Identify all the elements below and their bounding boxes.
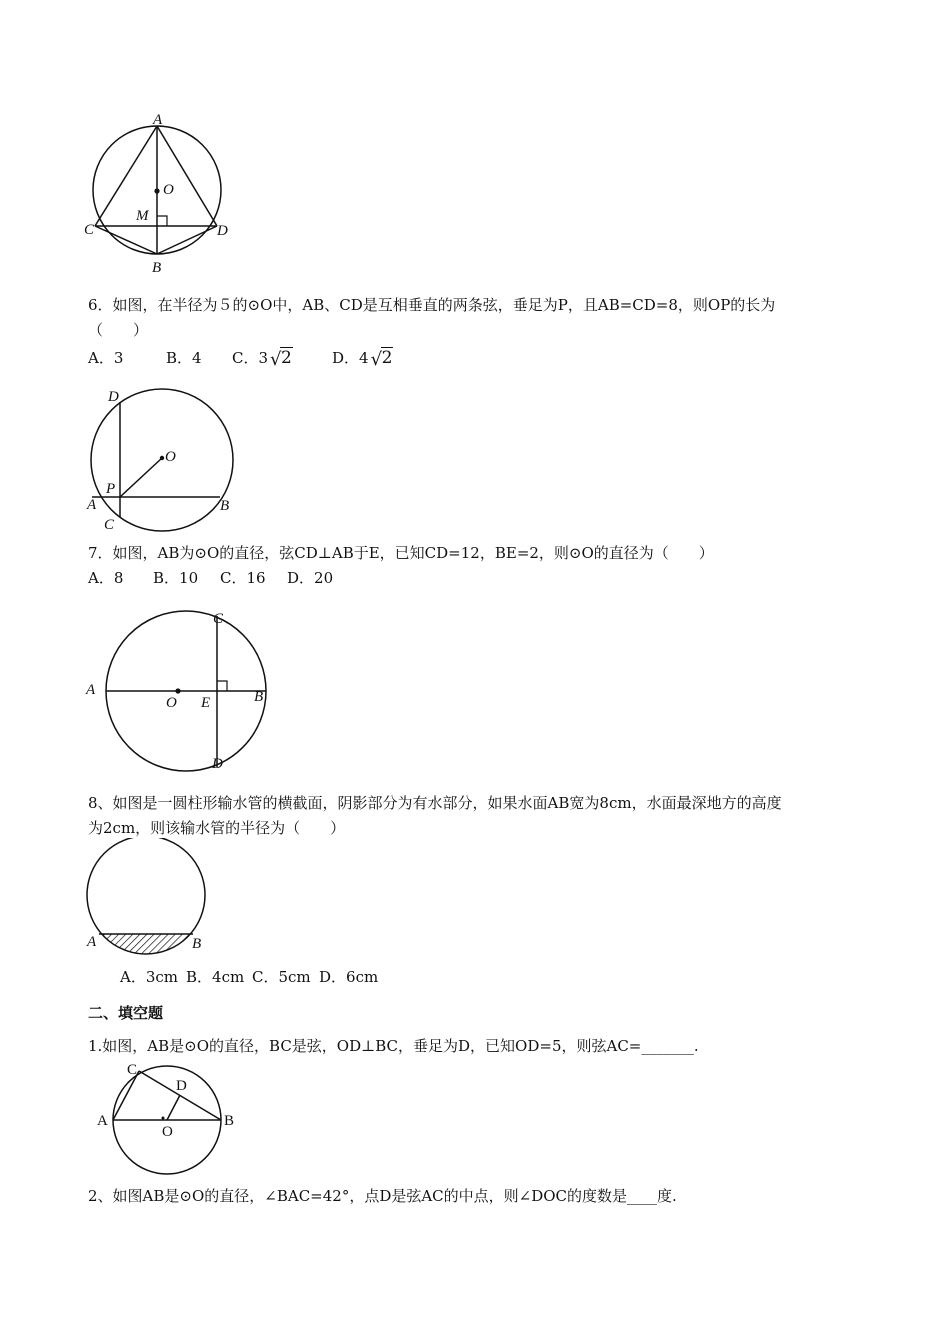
label-c: C [104,517,115,533]
right-angle-mark [157,216,167,226]
f1-figure [90,1058,250,1178]
label-a: A [153,112,163,128]
q8-figure [80,838,230,958]
label-o: O [166,695,177,711]
segment-db [157,226,217,254]
q8-option-a: A．3cm [120,968,179,986]
q7-option-c: C．16 [220,569,266,587]
label-d: D [176,1078,187,1094]
label-d: D [217,223,228,239]
q6-option-d [332,348,393,368]
right-angle-mark [217,681,227,691]
water-shaded-region [80,934,230,958]
label-b: B [220,498,230,514]
label-c: C [127,1062,138,1078]
q7-option-d: D．20 [287,569,334,587]
label-o: O [162,1124,173,1140]
label-a: A [87,934,97,950]
q6-option-b: B．4 [166,349,202,367]
f2-stem: 2、如图AB是⊙O的直径，∠BAC=42°，点D是弦AC的中点，则∠DOC的度数是____度. [88,1187,677,1205]
f1-stem: 1.如图，AB是⊙O的直径，BC是弦，OD⊥BC，垂足为D，已知OD=5，则弦AC=_______. [88,1037,699,1055]
point-o [162,1117,165,1120]
q6-option-c [232,348,332,368]
label-a: A [87,497,97,513]
q6-figure [80,380,250,535]
label-b: B [192,936,202,952]
section-title: 二、填空题 [88,1004,164,1022]
label-b: B [152,260,162,276]
label-o: O [165,449,176,465]
q6-paren: （ ） [88,321,149,339]
q6-option-d-radicand: 2 [381,348,393,368]
q8-option-d: D．6cm [319,968,379,986]
point-o [154,188,159,193]
point-o [160,456,164,460]
sqrt-icon: √ 2 [370,348,393,370]
segment-op [120,458,162,497]
q6-option-c-prefix: C．3 [232,349,269,367]
label-b: B [254,689,264,705]
label-c: C [84,222,95,238]
label-c: C [213,611,224,627]
sqrt-icon: √ 2 [270,348,292,370]
q7-option-a: A．8 [88,569,124,587]
q6-option-c-radicand: 2 [281,348,292,368]
label-a: A [86,682,96,698]
q8-option-b: B．4cm [186,968,245,986]
figure-inscribed-triangle [80,108,250,278]
segment-ad [157,126,217,226]
q6-option-d-prefix: D．4 [332,349,369,367]
label-p: P [106,481,116,497]
segment-ac [113,1071,139,1120]
q8-option-c: C．5cm [252,968,311,986]
q7-option-b: B．10 [153,569,199,587]
q7-options [88,568,333,588]
segment-cb [95,226,157,254]
label-a: A [97,1113,108,1129]
point-o [175,688,180,693]
label-o: O [163,182,174,198]
segment-od [167,1095,180,1120]
label-b: B [224,1113,235,1129]
q7-stem: 7．如图，AB为⊙O的直径，弦CD⊥AB于E，已知CD=12，BE=2，则⊙O的直径为（ ） [88,544,714,562]
q8-stem-line1: 8、如图是一圆柱形输水管的横截面，阴影部分为有水部分，如果水面AB宽为8cm，水面最深地方的高度 [88,794,782,812]
label-m: M [136,208,149,224]
q6-options [88,348,393,368]
q6-stem: 6．如图，在半径为５的⊙O中，AB、CD是互相垂直的两条弦，垂足为P，且AB=CD=8，则OP的长为 [88,296,776,314]
q8-stem-line2: 为2cm，则该输水管的半径为（ ） [88,819,346,837]
q6-option-a: A．3 [88,349,124,367]
label-d: D [108,389,119,405]
q8-options [120,967,378,987]
label-d: D [212,756,223,772]
q7-figure [80,606,280,776]
label-e: E [201,695,211,711]
